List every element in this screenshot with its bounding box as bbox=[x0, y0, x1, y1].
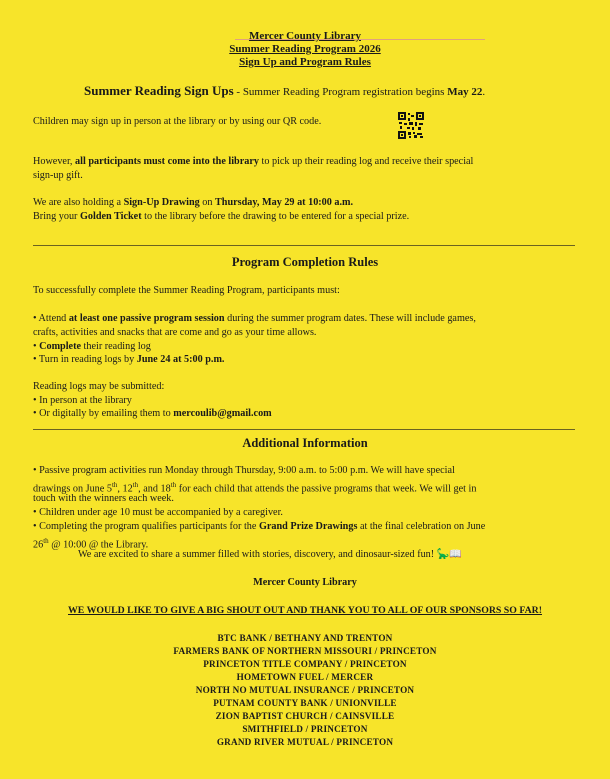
info-item: • Children under age 10 must be accompanied by a caregiver. bbox=[33, 507, 283, 518]
info-item-line3: touch with the winners each week. bbox=[33, 493, 174, 504]
rule-item: • Complete their reading log bbox=[33, 341, 151, 352]
sponsor-thanks: WE WOULD LIKE TO GIVE A BIG SHOUT OUT AND THANK YOU TO ALL OF OUR SPONSORS SO FAR! bbox=[68, 605, 542, 616]
golden-ticket-text: Bring your Golden Ticket to the library before the drawing to be entered for a special prize. bbox=[33, 211, 410, 222]
however-text-line2: sign-up gift. bbox=[33, 170, 83, 181]
email-link[interactable]: mercoulib@gmail.com bbox=[173, 408, 272, 419]
sponsor-item: NORTH NO MUTUAL INSURANCE / PRINCETON bbox=[195, 685, 415, 695]
logs-option: • In person at the library bbox=[33, 395, 132, 406]
rules-title: Sign Up and Program Rules bbox=[239, 56, 371, 68]
sponsor-item: SMITHFIELD / PRINCETON bbox=[242, 724, 368, 734]
signup-heading-line: Summer Reading Sign Ups - Summer Reading Program registration begins May 22. bbox=[84, 83, 486, 98]
rule-item: • Turn in reading logs by June 24 at 5:00 p.m. bbox=[33, 354, 225, 365]
logs-intro: Reading logs may be submitted: bbox=[33, 381, 165, 392]
signup-heading: Summer Reading Sign Ups bbox=[84, 83, 234, 98]
sponsor-item: PUTNAM COUNTY BANK / UNIONVILLE bbox=[213, 698, 397, 708]
info-heading: Additional Information bbox=[242, 436, 368, 450]
rule-item: • Attend at least one passive program session during the summer program dates. These will include games, bbox=[33, 313, 476, 324]
sponsor-item: BTC BANK / BETHANY AND TRENTON bbox=[217, 633, 393, 643]
rules-intro: To successfully complete the Summer Reading Program, participants must: bbox=[33, 285, 340, 296]
library-title: Mercer County Library bbox=[248, 30, 361, 42]
rule-item-line2: crafts, activities and snacks that are come and go as your time allows. bbox=[33, 327, 317, 338]
however-text: However, all participants must come into the library to pick up their reading log and receive their special bbox=[33, 156, 474, 167]
info-item: • Completing the program qualifies participants for the Grand Prize Drawings at the final celebration on June bbox=[33, 521, 486, 532]
library-signoff: Mercer County Library bbox=[253, 577, 357, 588]
info-item: • Passive program activities run Monday through Thursday, 9:00 a.m. to 5:00 p.m. We will have special bbox=[33, 465, 455, 476]
info-item-line2: drawings on June 5th, 12th, and 18th for each child that attends the passive programs that week. We will get in bbox=[33, 481, 477, 495]
program-title: Summer Reading Program 2026 bbox=[229, 43, 381, 55]
sponsor-item: GRAND RIVER MUTUAL / PRINCETON bbox=[216, 737, 394, 747]
children-signup-text: Children may sign up in person at the library or by using our QR code. bbox=[33, 116, 322, 127]
sponsor-item: PRINCETON TITLE COMPANY / PRINCETON bbox=[203, 659, 407, 669]
section-divider bbox=[33, 245, 575, 246]
sponsor-item: FARMERS BANK OF NORTHERN MISSOURI / PRINCETON bbox=[173, 646, 437, 656]
rules-heading: Program Completion Rules bbox=[231, 255, 379, 269]
sponsor-item: HOMETOWN FUEL / MERCER bbox=[236, 672, 374, 682]
sponsor-item: ZION BAPTIST CHURCH / CAINSVILLE bbox=[215, 711, 395, 721]
logs-option: • Or digitally by emailing them to mercoulib@gmail.com bbox=[33, 408, 272, 419]
info-item-line2: 26th @ 10:00 @ the Library. bbox=[33, 537, 149, 551]
qr-code-icon[interactable] bbox=[398, 112, 424, 139]
drawing-text: We are also holding a Sign-Up Drawing on Thursday, May 29 at 10:00 a.m. bbox=[33, 197, 354, 208]
section-divider bbox=[33, 429, 575, 430]
closing-message: We are excited to share a summer filled with stories, discovery, and dinosaur-sized fun! 🦕📖 bbox=[78, 549, 463, 560]
